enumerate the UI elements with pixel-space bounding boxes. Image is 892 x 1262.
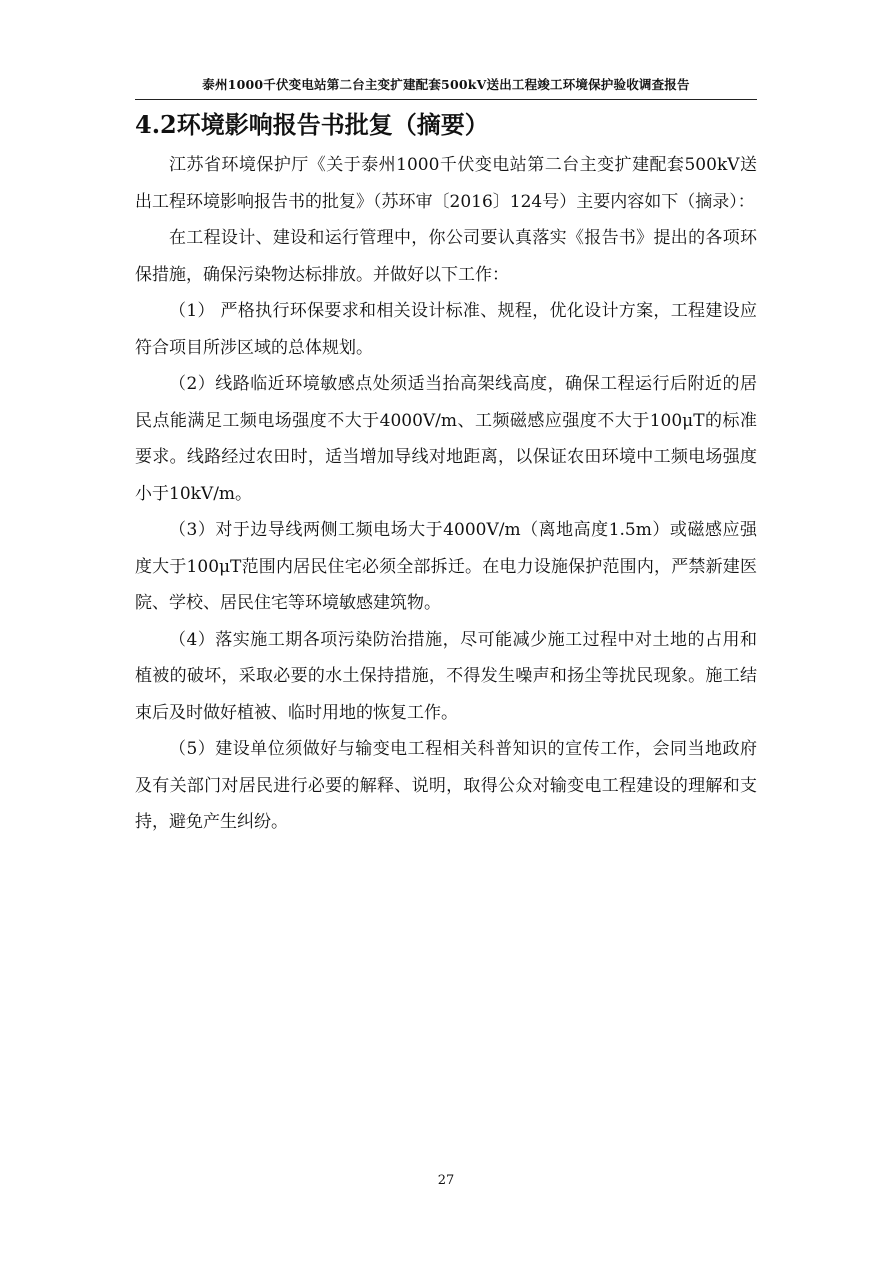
paragraph-item-4: （4）落实施工期各项污染防治措施，尽可能减少施工过程中对土地的占用和植被的破坏，采取必要的水土保持措施，不得发生噪声和扬尘等扰民现象。施工结束后及时做好植被、临时用地的恢复工作。 [135,629,757,723]
page-header: 泰州1000千伏变电站第二台主变扩建配套500kV送出工程竣工环境保护验收调查报告 [202,77,690,92]
paragraph-intro: 江苏省环境保护厅《关于泰州1000千伏变电站第二台主变扩建配套500kV送出工程环境影响报告书的批复》（苏环审〔2016〕124号）主要内容如下（摘录）： [135,155,757,212]
paragraph-item-5: （5）建设单位须做好与输变电工程相关科普知识的宣传工作，会同当地政府及有关部门对居民进行必要的解释、说明，取得公众对输变电工程建设的理解和支持，避免产生纠纷。 [135,739,757,832]
page-number: 27 [437,1173,455,1188]
section-title: 4.2环境影响报告书批复（摘要） [135,110,489,139]
paragraph-requirements: 在工程设计、建设和运行管理中，你公司要认真落实《报告书》提出的各项环保措施，确保污染物达标排放。并做好以下工作： [135,228,757,285]
paragraph-item-3: （3）对于边导线两侧工频电场大于4000V/m（离地高度1.5m）或磁感应强度大于100μT范围内居民住宅必须全部拆迁。在电力设施保护范围内，严禁新建医院、学校、居民住宅等环境敏感建筑物。 [135,520,757,613]
header-divider [135,99,757,100]
paragraph-item-2: （2）线路临近环境敏感点处须适当抬高架线高度，确保工程运行后附近的居民点能满足工频电场强度不大于4000V/m、工频磁感应强度不大于100μT的标准要求。线路经过农田时，适当增加导线对地距离，以保证农田环境中工频电场强度小于10kV/m。 [135,374,757,504]
paragraph-item-1: （1） 严格执行环保要求和相关设计标准、规程，优化设计方案，工程建设应符合项目所涉区域的总体规划。 [135,301,757,358]
body-text [135,147,757,841]
